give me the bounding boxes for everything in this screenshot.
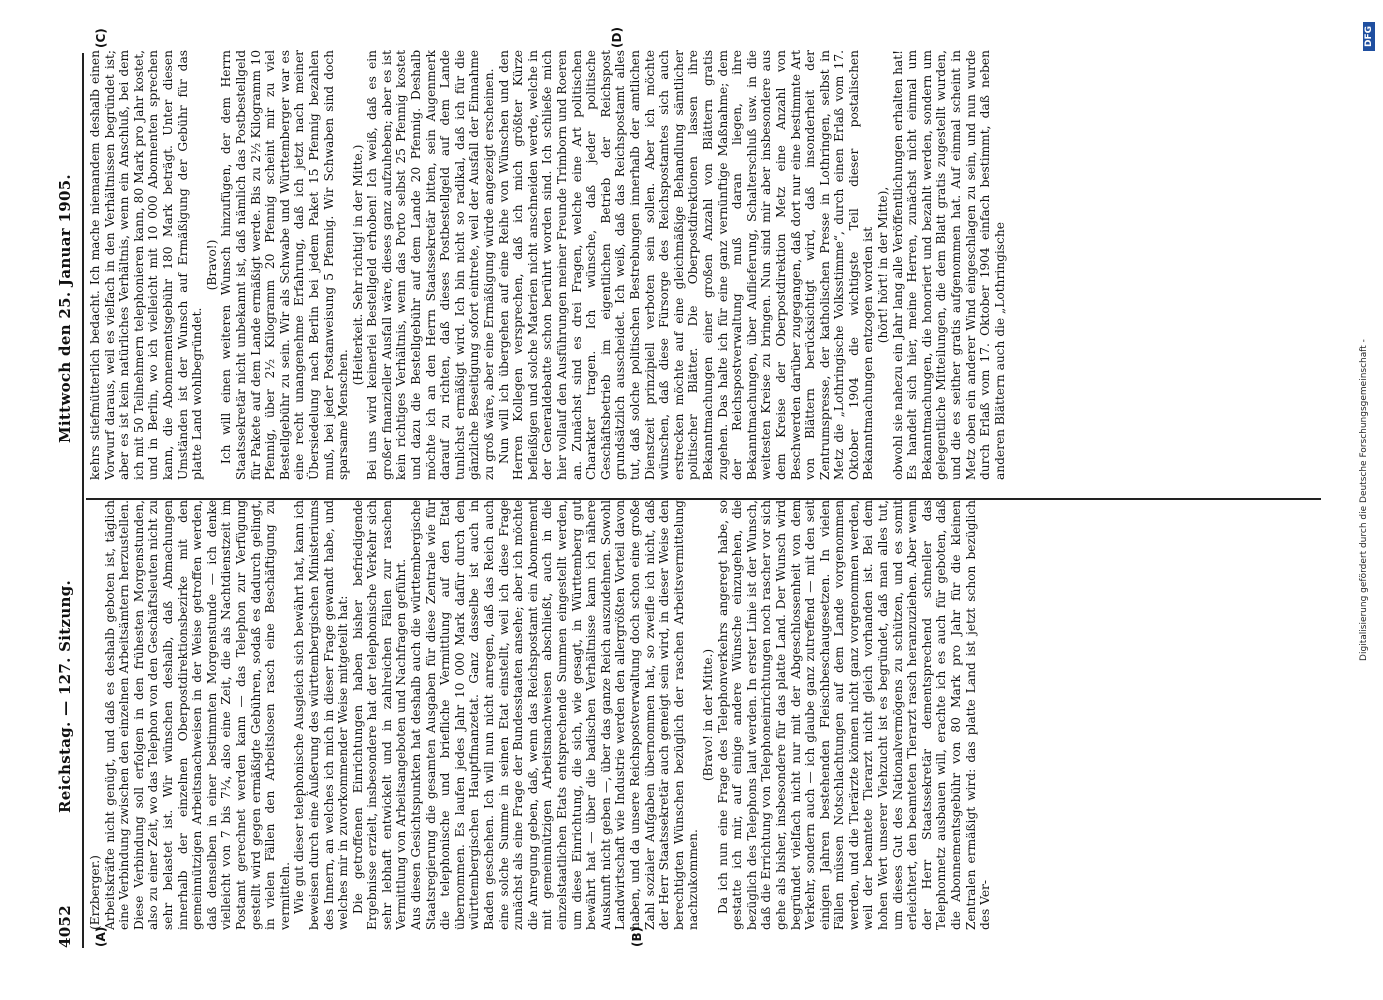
applause-note: (Heiterkeit. Sehr richtig! in der Mitte.) bbox=[350, 144, 365, 386]
paragraph: Aus diesen Gesichtspunkten hat deshalb auch die württembergische Staatsregierung die gesamten Ausgaben für diese Zentrale wie für die telephonische und briefliche Vermittlung auf den Etat übernommen. Es laufen jedes Jahr 10 000 Mark dafür durch den württembergischen Hauptfinanzetat. Ganz dasselbe ist auch in Baden geschehen. Ich will nun nicht anregen, daß das Reich auch eine solche Summe in seinen Etat einstellt, weil ich diese Frage zunächst als eine Frage der Bundesstaaten ansehe; aber ich möchte die Anregung geben, daß, wenn das Reichspostamt ein Abonnement mit gemeinnützigen Arbeitsnachweisen abschließt, auch in die einzelstaatlichen Etats entsprechende Summen eingestellt werden, um diese Einrichtung, die sich, wie gesagt, in Württemberg gut bewährt hat — über die badischen Verhältnisse kann ich nähere Auskunft nicht geben —, über das ganze Reich auszudehnen. Sowohl Landwirtschaft wie Industrie werden den allergrößten Vorteil davon haben, und da unsere Reichspostverwaltung doch schon eine große Zahl sozialer Aufgaben übernommen hat, so zweifle ich nicht, daß der Herr Staatssekretär auch geneigt sein wird, in dieser Weise den berechtigten Wünschen bezüglich der raschen Arbeitsvermittelung nachzukommen. bbox=[409, 500, 701, 930]
paragraph: Bei uns wird keinerlei Bestellgeld erhoben! Ich weiß, daß es ein großer finanzieller Ausfall wäre, dieses ganz aufzuheben; aber es ist kein richtiges Verhältnis, wenn das Porto selbst 25 Pfennig kostet und dazu die Bestellgebühr auf dem Lande 20 Pfennig. Deshalb möchte ich an den Herrn Staatssekretär bitten, sein Augenmerk darauf zu richten, daß dieses Postbestellgeld auf dem Lande tunlichst ermäßigt wird. Ich bin nicht so radikal, daß ich für die gänzliche Beseitigung sofort eintrete, weil der Ausfall der Einnahme zu groß wäre, aber eine Ermäßigung würde angezeigt erscheinen. bbox=[365, 50, 497, 480]
margin-marker-a: (A) bbox=[94, 926, 108, 947]
paragraph: Ich will einen weiteren Wunsch hinzufügen, der dem Herrn Staatssekretär nicht unbekannt ist, daß nämlich das Postbestellgeld für Pakete auf dem Lande ermäßigt werde. Bis zu 2½ Kilogramm 10 Pfennig, über 2½ Kilogramm 20 Pfennig scheint mir zu viel Bestellgebühr zu sein. Wir als Schwabe und Württemberger war es eine recht unangenehme Erfahrung, daß ich jetzt nach meiner Übersiedelung nach Berlin bei jedem Paket 15 Pfennig bezahlen muß, bei jeder Postanweisung 5 Pfennig. Wir Schwaben sind doch sparsame Menschen. bbox=[219, 50, 351, 480]
dfg-logo: DFG bbox=[1363, 22, 1375, 51]
page-header bbox=[50, 53, 78, 948]
paragraph: Nun will ich übergehen auf eine Reihe von Wünschen und den Herren Kollegen versprechen, daß ich mich größter Kürze befleißigen und solche Materien nicht anschneiden werde, welche in der Generaldebatte schon berührt worden sind. Ich schließe mich hier vollauf den Ausführungen meiner Freunde Trimborn und Roeren an. Zunächst sind es drei Fragen, welche eine Art politischen Charakter tragen. Ich wünsche, daß jeder politische Geschäftsbetrieb im eigentlichen Betrieb der Reichspost grundsätzlich ausscheidet. Ich weiß, daß das Reichspostamt alles tut, daß solche politischen Bestrebungen innerhalb der amtlichen Dienstzeit prinzipiell verboten sein sollen. Aber ich möchte wünschen, daß diese Fürsorge des Reichspostamtes sich auch erstrecken möchte auf eine gleichmäßige Behandlung sämtlicher politischer Blätter. Die Oberpostdirektionen lassen ihre Bekanntmachungen einer großen Anzahl von Blättern gratis zugehen. Das halte ich für eine ganz vernünftige Maßnahme; dem der Reichspostverwaltung muß daran liegen, ihre Bekanntmachungen, über Auflieferung, Schalterschluß usw. in die weitesten Kreise zu bringen. Nun sind mir aber insbesondere aus dem Kreise der Oberpostdirektion Metz eine Anzahl von Beschwerden darüber zugegangen, daß dort nur eine bestimmte Art von Blättern berücksichtigt wird, daß insonderheit der Zentrumspresse, der katholischen Presse in Lothringen, selbst in Metz die „Lothringische Volksstimme“, durch einen Erlaß vom 17. Oktober 1904 die wichtigste Teil dieser postalischen Bekanntmachungen entzogen worden ist bbox=[496, 50, 876, 480]
column-divider bbox=[86, 498, 1321, 500]
left-column bbox=[88, 500, 1313, 930]
digitization-credit: Digitalisierung gefördert durch die Deutsche Forschungsgemeinschaft - bbox=[1359, 339, 1369, 661]
paragraph: obwohl sie nahezu ein Jahr lang alle Veröffentlichungen erhalten hat! Es handelt sich hier, meine Herren, zunächst nicht einmal um Bekanntmachungen, die honoriert und bezahlt werden, sondern um gelegentliche Mitteilungen, die dem Blatt gratis zugestellt wurden, und die es seither gratis aufgenommen hat. Auf einmal scheint in Metz oben ein anderer Wind eingeschlagen zu sein, und nun wurde durch Erlaß vom 17. Oktober 1904 einfach bestimmt, daß neben anderen Blättern auch die „Lothringische bbox=[890, 50, 1007, 480]
applause-note: (hört! hört! in der Mitte), bbox=[876, 186, 891, 344]
speaker-name: (Erzberger.) bbox=[88, 855, 102, 930]
applause-note: (Bravo! in der Mitte.) bbox=[700, 648, 715, 782]
paragraph: Die getroffenen Einrichtungen haben bisher befriedigende Ergebnisse erzielt, insbesondere hat der telephonische Verkehr sich sehr lebhaft entwickelt und in zahlreichen Fällen zur raschen Vermittlung von Arbeitsangeboten und Nachfragen geführt. bbox=[350, 500, 409, 930]
session-date: Mittwoch den 25. Januar 1905. bbox=[56, 174, 74, 443]
right-column bbox=[88, 50, 1313, 480]
paragraph: Wie gut dieser telephonische Ausgleich sich bewährt hat, kann ich beweisen durch eine Äußerung des württembergischen Ministeriums des Innern, an welches ich mich in dieser Frage gewandt habe, und welches mir in zuvorkommender Weise mitgeteilt hat: bbox=[292, 500, 351, 930]
session-title: Reichstag. — 127. Sitzung. bbox=[56, 579, 74, 813]
margin-marker-d: (D) bbox=[610, 27, 624, 48]
page-number: 4052 bbox=[56, 905, 74, 948]
margin-marker-c: (C) bbox=[94, 28, 108, 48]
header-rule bbox=[82, 53, 84, 948]
paragraph: kehrs stiefmütterlich bedacht. Ich mache niemandem deshalb einen Vorwurf daraus, weil es vielfach in den Verhältnissen begründet ist; aber es ist kein natürliches Verhältnis, wenn ein Anschluß, bei dem ich mit 50 Teilnehmern telephonieren kann, 80 Mark pro Jahr kostet, und in Berlin, wo ich vielleicht mit 10 000 Abonnenten sprechen kann, die Abonnementsgebühr 180 Mark beträgt. Unter diesen Umständen ist der Wunsch auf Ermäßigung der Gebühr für das platte Land wohlbegründet. bbox=[88, 50, 205, 480]
applause-note: (Bravo!) bbox=[204, 239, 219, 291]
margin-marker-b: (B) bbox=[630, 926, 644, 947]
paragraph: Arbeitskräfte nicht genügt, und daß es deshalb geboten ist, täglich eine Verbindung zwischen den einzelnen Arbeitsämtern herzustellen. Diese Verbindung soll erfolgen in den frühesten Morgenstunden, also zu einer Zeit, wo das Telephon von den Geschäftsleuten nicht zu sehr belastet ist. Wir wünschen deshalb, daß Abmachungen innerhalb der einzelnen Oberpostdirektionsbezirke mit den gemeinnützigen Arbeitsnachweisen in der Weise getroffen werden, daß denselben in einer bestimmten Morgenstunde — ich denke vielleicht von 7 bis 7¼, also eine Zeit, die als Nachtdienstzeit im Postamt gerechnet werden kann — das Telephon zur Verfügung gestellt wird gegen ermäßigte Gebühren, sodaß es dadurch gelingt, in vielen Fällen den Arbeitslosen rasch eine Beschäftigung zu vermitteln. bbox=[102, 500, 292, 930]
paragraph: Da ich nun eine Frage des Telephonverkehrs angeregt habe, so gestatte ich mir, auf einige andere Wünsche einzugehen, die bezüglich des Telephons laut werden. In erster Linie ist der Wunsch, daß die Errichtung von Telephoneinrichtungen noch rascher vor sich gehe als bisher, insbesondere für das platte Land. Der Wunsch wird begründet vielfach nicht nur mit der Abgeschlossenheit von dem Verkehr, sondern auch — ich glaube ganz zutreffend — mit den seit einigen Jahren bestehenden Fleischbeschaugesetzen. In vielen Fällen müssen Notschlachtungen auf dem Lande vorgenommen werden, und die Tierärzte können nicht ganz vorgenommen werden, weil der beamtete Tierarzt nicht gleich vorhanden ist. Bei dem hohen Wert unserer Viehzucht ist es begründet, daß man alles tut, um dieses Gut des Nationalvermögens zu schützen, und es somit erleichtert, den beamteten Tierarzt rasch heranzuziehen. Aber wenn der Herr Staatssekretär dementsprechend schneller das Telephonnetz ausbauen will, erachte ich es auch für geboten, daß die Abonnementsgebühr von 80 Mark pro Jahr für die kleinen Zentralen ermäßigt wird: das platte Land ist jetzt schon bezüglich des Ver- bbox=[715, 500, 993, 930]
